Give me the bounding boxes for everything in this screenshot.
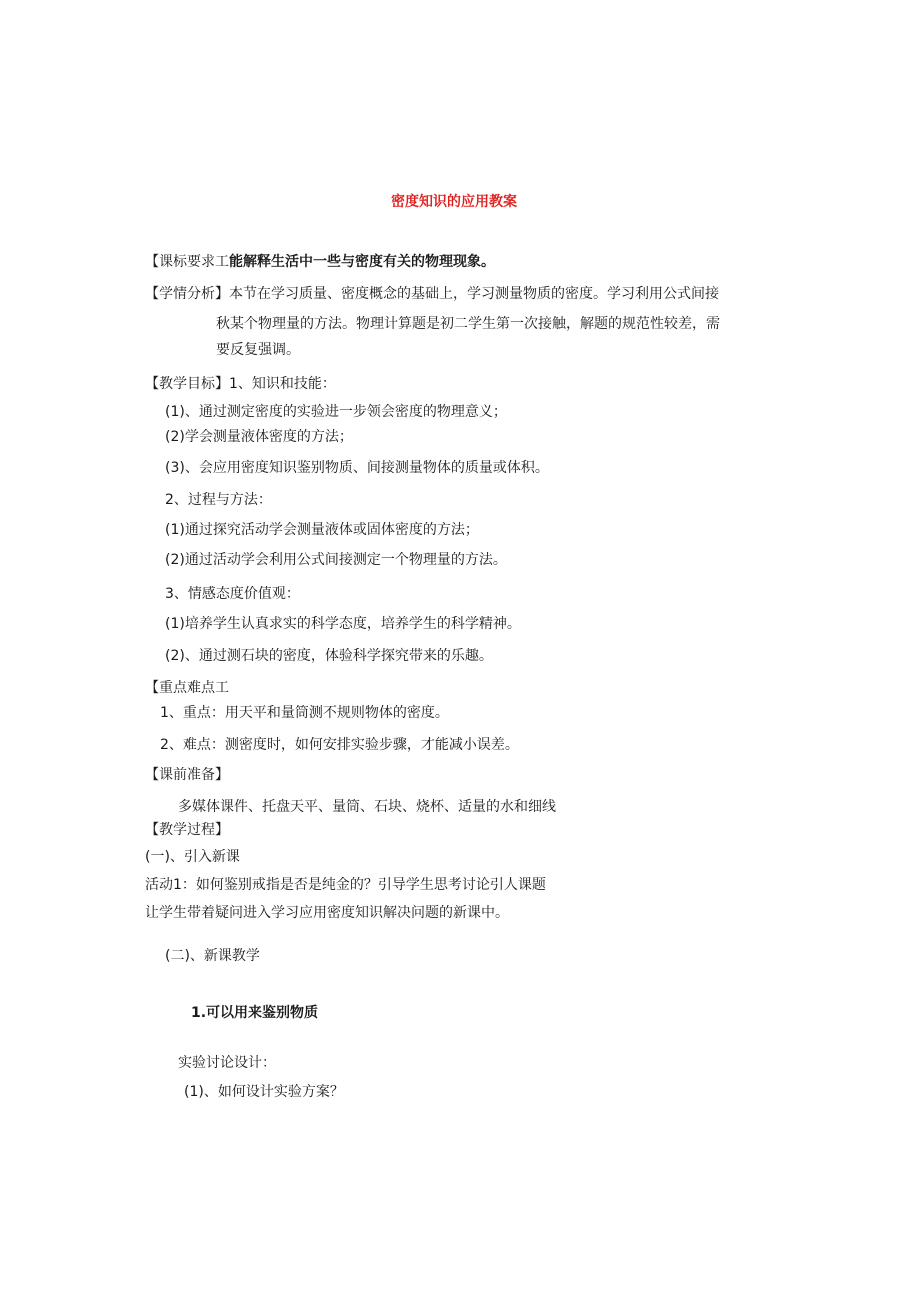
key-points-heading: 【重点难点工 [145, 680, 229, 696]
curriculum-text: 能解释生活中一些与密度有关的物理现象。 [229, 254, 495, 270]
analysis-line-1 [145, 284, 719, 304]
preparation-text: 多媒体课件、托盘天平、量筒、石块、烧杯、适量的水和细线 [178, 799, 556, 815]
objectives-first: 1、知识和技能： [229, 376, 336, 392]
preparation-heading: 【课前准备】 [145, 767, 229, 783]
analysis-line-2: 秋某个物理量的方法。物理计算题是初二学生第一次接触，解题的规范性较差，需 [216, 316, 720, 332]
activity-1: 活动1：如何鉴别戒指是否是纯金的？引导学生思考讨论引人课题 [145, 877, 546, 893]
objective-item: 3、情感态度价值观： [165, 586, 300, 602]
objective-item: (3)、会应用密度知识鉴别物质、间接测量物体的质量或体积。 [165, 460, 549, 476]
objective-item: (2)通过活动学会利用公式间接测定一个物理量的方法。 [165, 552, 507, 568]
objective-item: 2、过程与方法： [165, 492, 272, 508]
process-heading: 【教学过程】 [145, 822, 229, 838]
analysis-heading: 【学情分析】 [145, 286, 229, 302]
analysis-line-3: 要反复强调。 [216, 342, 300, 358]
key-point-item: 2、难点：测密度时，如何安排实验步骤，才能减小误差。 [160, 737, 519, 753]
objective-item: (1)培养学生认真求实的科学态度，培养学生的科学精神。 [165, 616, 521, 632]
objective-item: (2)、通过测石块的密度，体验科学探究带来的乐趣。 [165, 648, 493, 664]
activity-1-continued: 让学生带着疑问进入学习应用密度知识解决问题的新课中。 [145, 905, 509, 921]
curriculum-requirement [145, 252, 495, 272]
experiment-design-label: 实验讨论设计： [178, 1055, 276, 1071]
objective-item: (1)、通过测定密度的实验进一步领会密度的物理意义； [165, 404, 507, 420]
analysis-text-1: 本节在学习质量、密度概念的基础上，学习测量物质的密度。学习利用公式间接 [229, 286, 719, 302]
key-point-item: 1、重点：用天平和量筒测不规则物体的密度。 [160, 705, 449, 721]
objective-item: (2)学会测量液体密度的方法； [165, 429, 353, 445]
design-question-1: (1)、如何设计实验方案？ [184, 1084, 344, 1100]
objectives-line [145, 374, 336, 394]
section-1-title: 1.可以用来鉴别物质 [191, 1005, 319, 1021]
curriculum-heading: 【课标要求工 [145, 254, 229, 270]
document-title: 密度知识的应用教案 [391, 194, 517, 210]
objective-item: (1)通过探究活动学会测量液体或固体密度的方法； [165, 522, 479, 538]
process-part-1: (一)、引入新课 [145, 849, 240, 865]
objectives-heading: 【教学目标】 [145, 376, 229, 392]
process-part-2: (二)、新课教学 [165, 948, 260, 964]
